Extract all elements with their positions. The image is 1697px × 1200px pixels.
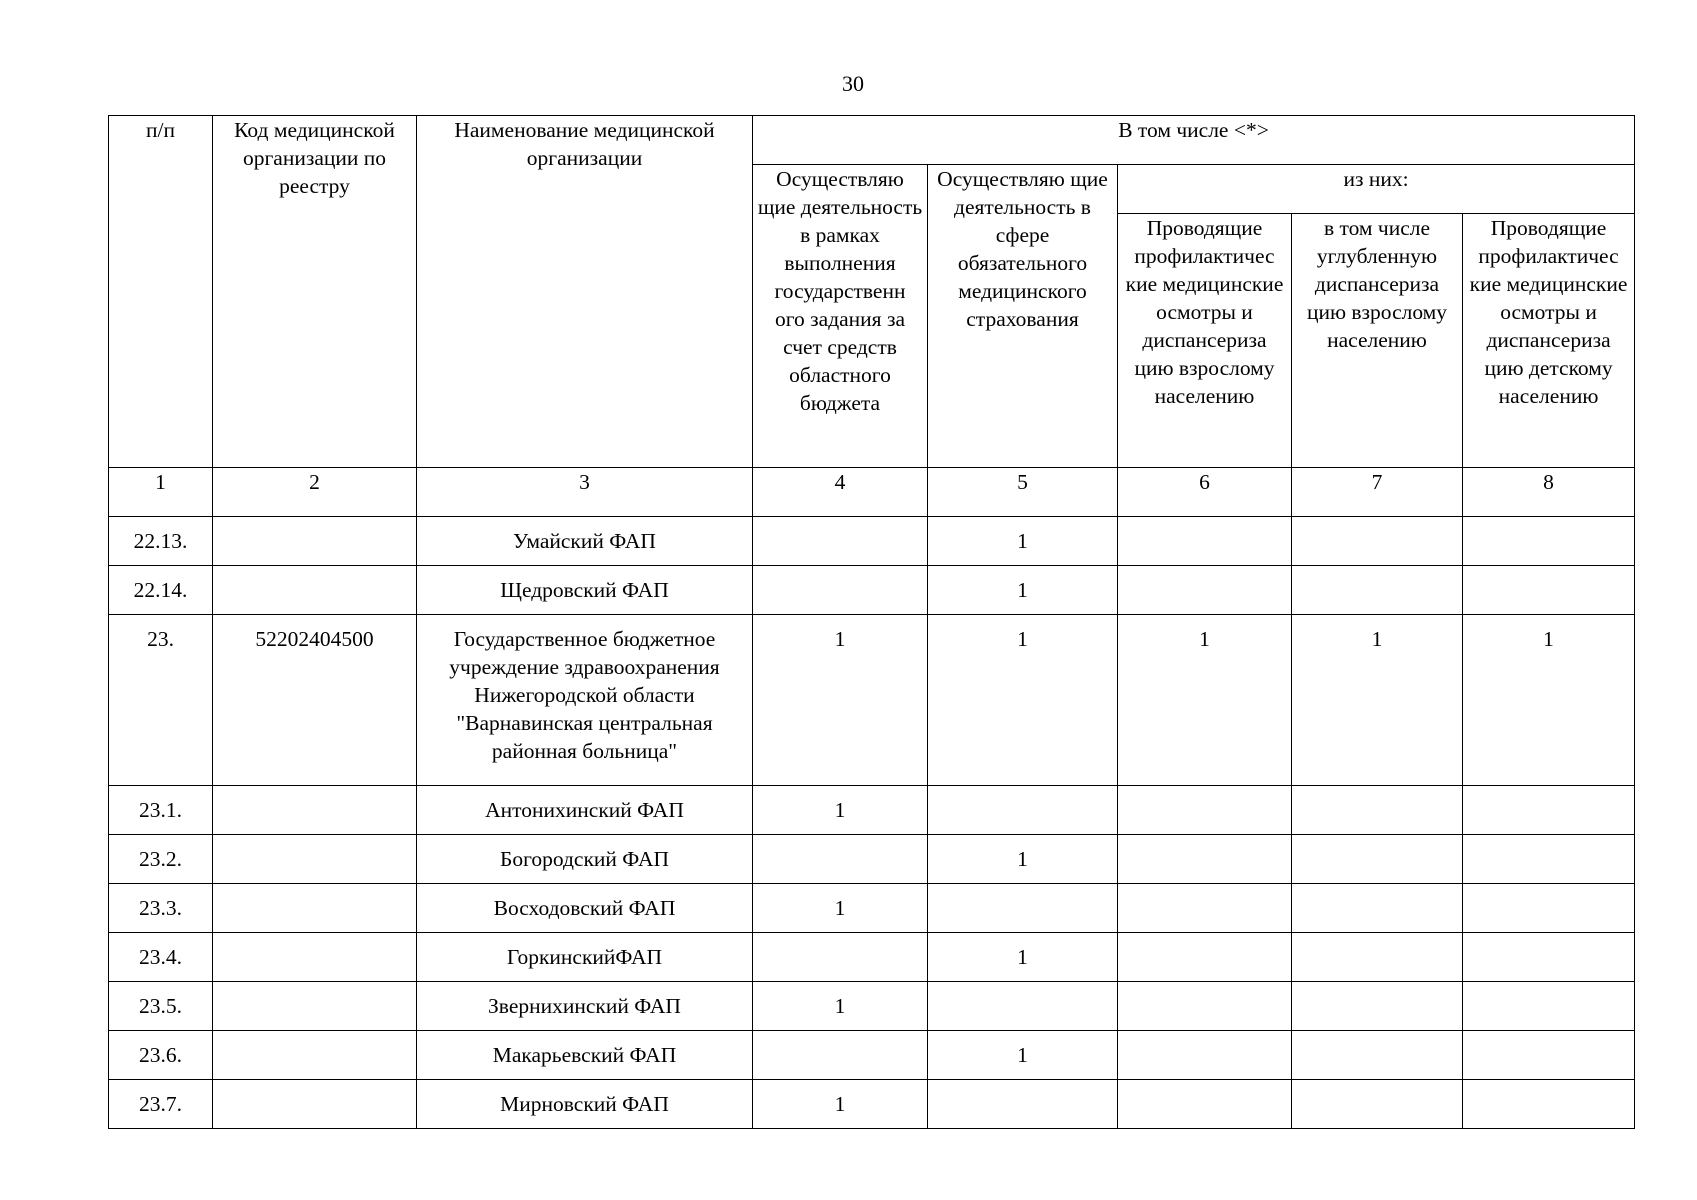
- value-in-depth-exam: [1292, 1080, 1463, 1129]
- header-child-checkups: Проводящие профилактичес кие медицинские осмотры и диспансериза цию детскому населению: [1463, 214, 1635, 468]
- value-child-checkups: [1463, 884, 1635, 933]
- row-number: 23.4.: [109, 933, 213, 982]
- value-regional-budget: 1: [753, 615, 928, 786]
- organization-name: Щедровский ФАП: [417, 566, 753, 615]
- value-child-checkups: [1463, 933, 1635, 982]
- value-in-depth-exam: [1292, 933, 1463, 982]
- column-numbers-row: [109, 468, 1635, 517]
- table-row: [109, 982, 1635, 1031]
- table-row: [109, 1031, 1635, 1080]
- value-child-checkups: [1463, 517, 1635, 566]
- value-child-checkups: [1463, 786, 1635, 835]
- value-adult-checkups: [1118, 884, 1292, 933]
- column-number: 5: [928, 468, 1118, 517]
- column-number: 2: [213, 468, 417, 517]
- value-mandatory-insurance: 1: [928, 835, 1118, 884]
- value-adult-checkups: [1118, 1031, 1292, 1080]
- value-in-depth-exam: [1292, 517, 1463, 566]
- table-row: [109, 615, 1635, 786]
- table-row: [109, 835, 1635, 884]
- organization-name: Антонихинский ФАП: [417, 786, 753, 835]
- value-child-checkups: 1: [1463, 615, 1635, 786]
- row-number: 23.2.: [109, 835, 213, 884]
- value-mandatory-insurance: [928, 1080, 1118, 1129]
- value-in-depth-exam: [1292, 566, 1463, 615]
- page-number: 30: [842, 71, 864, 96]
- value-regional-budget: [753, 1031, 928, 1080]
- organization-name: Умайский ФАП: [417, 517, 753, 566]
- value-regional-budget: [753, 517, 928, 566]
- value-in-depth-exam: [1292, 884, 1463, 933]
- registry-code: [213, 933, 417, 982]
- table-row: [109, 786, 1635, 835]
- value-adult-checkups: 1: [1118, 615, 1292, 786]
- value-mandatory-insurance: [928, 786, 1118, 835]
- column-number: 6: [1118, 468, 1292, 517]
- organization-name: Макарьевский ФАП: [417, 1031, 753, 1080]
- table-row: [109, 517, 1635, 566]
- registry-code: [213, 786, 417, 835]
- registry-code: [213, 982, 417, 1031]
- value-adult-checkups: [1118, 835, 1292, 884]
- header-number: п/п: [109, 116, 213, 468]
- value-child-checkups: [1463, 566, 1635, 615]
- header-adult-checkups: Проводящие профилактичес кие медицинские осмотры и диспансериза цию взрослому населению: [1118, 214, 1292, 468]
- value-regional-budget: 1: [753, 884, 928, 933]
- header-regional-budget: Осуществляю щие деятельность в рамках выполнения государственн ого задания за счет средств областного бюджета: [753, 165, 928, 468]
- column-number: 8: [1463, 468, 1635, 517]
- row-number: 23.5.: [109, 982, 213, 1031]
- value-mandatory-insurance: 1: [928, 566, 1118, 615]
- row-number: 23.6.: [109, 1031, 213, 1080]
- column-number: 3: [417, 468, 753, 517]
- row-number: 22.13.: [109, 517, 213, 566]
- row-number: 23.1.: [109, 786, 213, 835]
- value-regional-budget: 1: [753, 786, 928, 835]
- column-number: 7: [1292, 468, 1463, 517]
- header-in-depth-exam: в том числе углубленную диспансериза цию взрослому населению: [1292, 214, 1463, 468]
- table-row: [109, 884, 1635, 933]
- value-regional-budget: 1: [753, 982, 928, 1031]
- value-regional-budget: 1: [753, 1080, 928, 1129]
- column-number: 4: [753, 468, 928, 517]
- header-registry-code: Код медицинской организации по реестру: [213, 116, 417, 468]
- value-in-depth-exam: [1292, 982, 1463, 1031]
- organization-name: Мирновский ФАП: [417, 1080, 753, 1129]
- value-child-checkups: [1463, 1031, 1635, 1080]
- registry-code: 52202404500: [213, 615, 417, 786]
- row-number: 23.7.: [109, 1080, 213, 1129]
- header-including-group: В том числе <*>: [753, 116, 1635, 165]
- value-in-depth-exam: [1292, 835, 1463, 884]
- value-regional-budget: [753, 933, 928, 982]
- value-mandatory-insurance: [928, 884, 1118, 933]
- value-mandatory-insurance: 1: [928, 1031, 1118, 1080]
- table-row: [109, 933, 1635, 982]
- value-mandatory-insurance: 1: [928, 517, 1118, 566]
- value-in-depth-exam: [1292, 786, 1463, 835]
- organization-name: Звернихинский ФАП: [417, 982, 753, 1031]
- table-row: [109, 566, 1635, 615]
- table-row: [109, 1080, 1635, 1129]
- row-number: 23.3.: [109, 884, 213, 933]
- header-mandatory-insurance: Осуществляю щие деятельность в сфере обязательного медицинского страхования: [928, 165, 1118, 468]
- value-adult-checkups: [1118, 566, 1292, 615]
- registry-code: [213, 517, 417, 566]
- organizations-table: [108, 115, 1635, 1129]
- value-child-checkups: [1463, 1080, 1635, 1129]
- value-regional-budget: [753, 566, 928, 615]
- value-adult-checkups: [1118, 786, 1292, 835]
- registry-code: [213, 566, 417, 615]
- value-adult-checkups: [1118, 933, 1292, 982]
- row-number: 23.: [109, 615, 213, 786]
- organization-name: Государственное бюджетное учреждение здравоохранения Нижегородской области "Варнавинская центральная районная больница": [417, 615, 753, 786]
- organization-name: ГоркинскийФАП: [417, 933, 753, 982]
- value-mandatory-insurance: 1: [928, 933, 1118, 982]
- value-mandatory-insurance: [928, 982, 1118, 1031]
- organization-name: Восходовский ФАП: [417, 884, 753, 933]
- value-in-depth-exam: [1292, 1031, 1463, 1080]
- registry-code: [213, 1080, 417, 1129]
- value-adult-checkups: [1118, 1080, 1292, 1129]
- column-number: 1: [109, 468, 213, 517]
- value-adult-checkups: [1118, 517, 1292, 566]
- registry-code: [213, 835, 417, 884]
- row-number: 22.14.: [109, 566, 213, 615]
- organization-name: Богородский ФАП: [417, 835, 753, 884]
- registry-code: [213, 884, 417, 933]
- value-child-checkups: [1463, 982, 1635, 1031]
- value-child-checkups: [1463, 835, 1635, 884]
- value-regional-budget: [753, 835, 928, 884]
- value-adult-checkups: [1118, 982, 1292, 1031]
- value-in-depth-exam: 1: [1292, 615, 1463, 786]
- registry-code: [213, 1031, 417, 1080]
- header-organization-name: Наименование медицинской организации: [417, 116, 753, 468]
- header-of-them-group: из них:: [1118, 165, 1635, 214]
- value-mandatory-insurance: 1: [928, 615, 1118, 786]
